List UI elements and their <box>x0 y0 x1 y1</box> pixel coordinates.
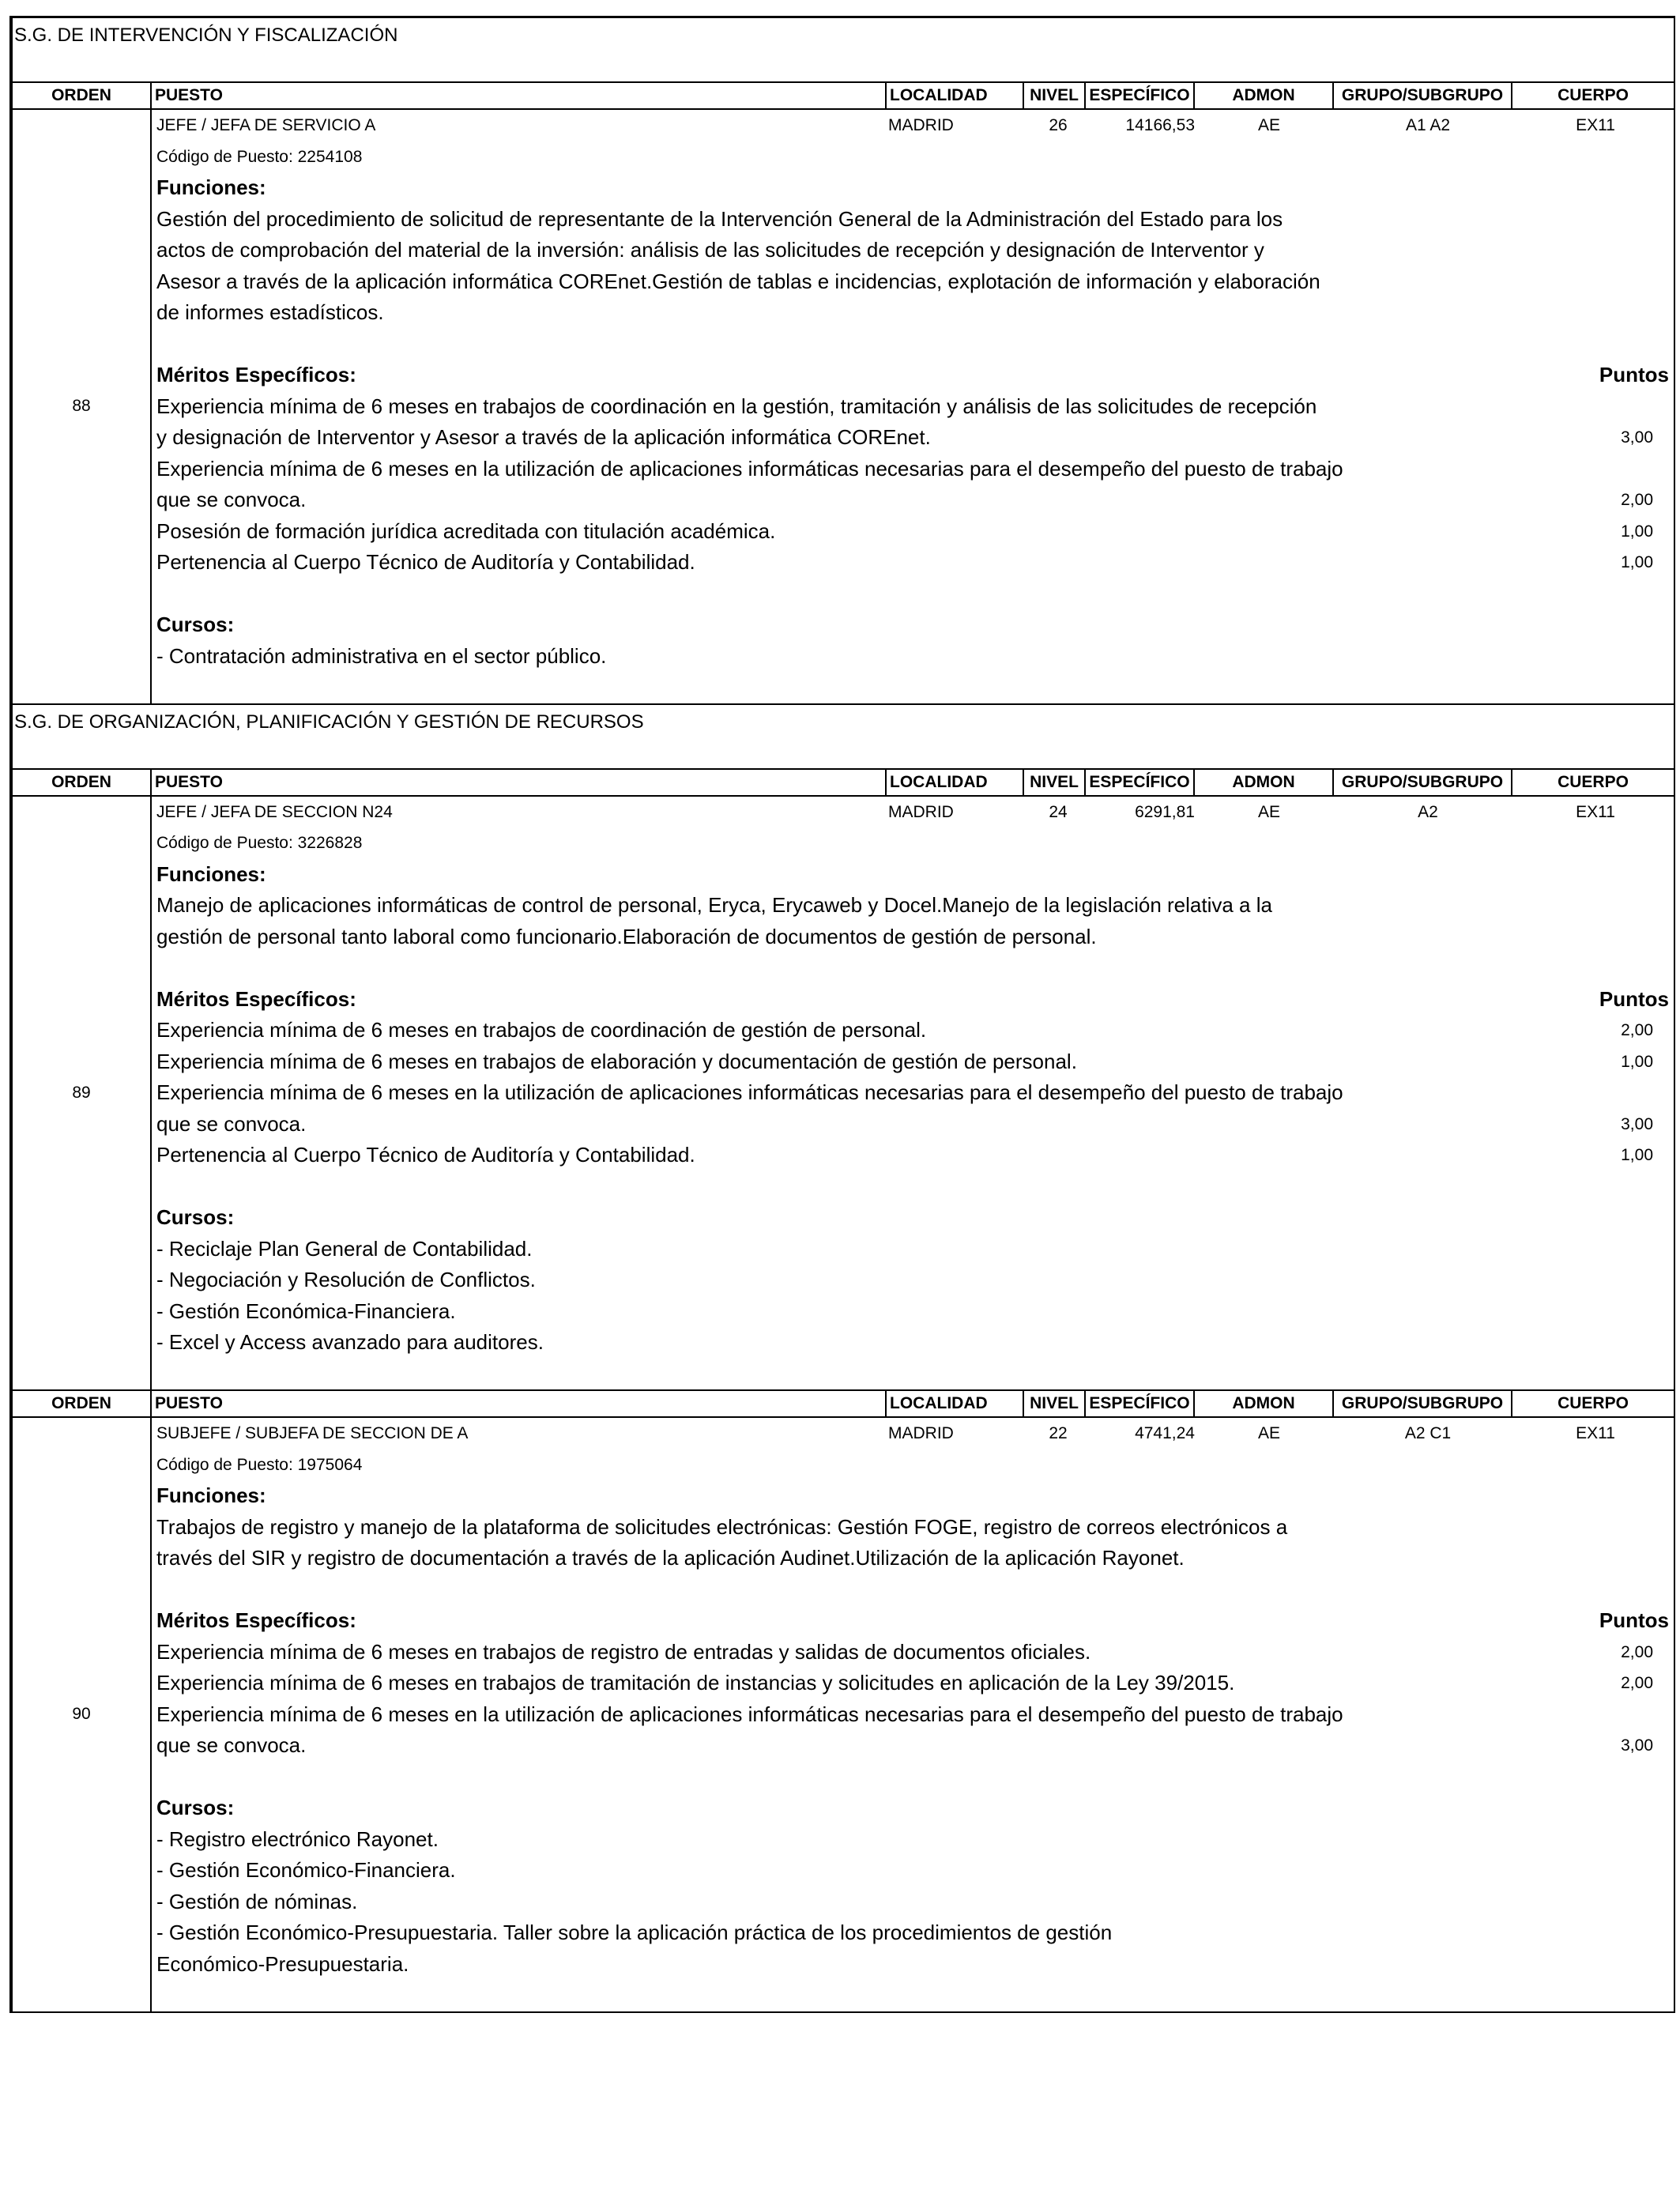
course-line: Económico-Presupuestaria. <box>156 1951 409 1976</box>
merits-header-row <box>156 1605 1674 1637</box>
courses-heading: Cursos: <box>156 613 235 636</box>
course-line: - Excel y Access avanzado para auditores. <box>156 1330 544 1354</box>
table-row <box>13 1418 1674 2013</box>
specific-amount: 6291,81 <box>1135 802 1195 821</box>
column-header-especifico: ESPECÍFICO <box>1086 83 1195 108</box>
position-title: JEFE / JEFA DE SECCION N24 <box>156 802 393 821</box>
merit-line <box>156 1730 1674 1762</box>
location: MADRID <box>888 116 954 134</box>
column-header-especifico: ESPECÍFICO <box>1086 1391 1195 1416</box>
column-header-orden: ORDEN <box>13 83 152 108</box>
position-code: Código de Puesto: 3226828 <box>156 834 363 852</box>
specific-amount: 4741,24 <box>1135 1424 1195 1442</box>
merit-text: Experiencia mínima de 6 meses en la utilización de aplicaciones informáticas necesarias para el desempeño del puesto de trabajo <box>156 1080 1343 1104</box>
merit-text: Pertenencia al Cuerpo Técnico de Auditoría y Contabilidad. <box>156 1143 695 1167</box>
column-header-puesto: PUESTO <box>152 83 887 108</box>
section-title: S.G. DE ORGANIZACIÓN, PLANIFICACIÓN Y GESTIÓN DE RECURSOS <box>13 705 1674 770</box>
level: 24 <box>1049 802 1068 821</box>
level: 26 <box>1049 116 1068 134</box>
table-row <box>13 797 1674 1392</box>
course-line: - Gestión Económica-Financiera. <box>156 1299 456 1323</box>
group-subgroup: A2 <box>1418 802 1438 821</box>
administration: AE <box>1257 1424 1280 1442</box>
merit-line <box>156 1668 1674 1699</box>
merit-points: 1,00 <box>1621 522 1653 541</box>
spacer <box>156 1359 1674 1390</box>
column-header-cuerpo: CUERPO <box>1558 1394 1629 1412</box>
orden-number: 88 <box>13 110 152 703</box>
column-header-cuerpo: CUERPO <box>1558 772 1629 791</box>
merit-text: Pertenencia al Cuerpo Técnico de Auditoría y Contabilidad. <box>156 550 695 574</box>
points-heading: Puntos <box>1599 363 1669 386</box>
functions-line: Manejo de aplicaciones informáticas de control de personal, Eryca, Erycaweb y Docel.Manejo de la legislación relativa a la <box>156 893 1272 917</box>
column-header-especifico: ESPECÍFICO <box>1086 770 1195 795</box>
functions-line: Asesor a través de la aplicación informática COREnet.Gestión de tablas e incidencias, explotación de información y elaboración <box>156 269 1320 293</box>
column-header-nivel: NIVEL <box>1024 1391 1086 1416</box>
column-header-grupo: GRUPO/SUBGRUPO <box>1334 83 1512 108</box>
merit-text: Experiencia mínima de 6 meses en trabajos de elaboración y documentación de gestión de personal. <box>156 1049 1077 1073</box>
merit-points: 2,00 <box>1621 1021 1653 1039</box>
merit-text: y designación de Interventor y Asesor a través de la aplicación informática COREnet. <box>156 425 931 449</box>
column-header-puesto: PUESTO <box>152 1391 887 1416</box>
merit-points: 3,00 <box>1621 428 1653 447</box>
courses-heading: Cursos: <box>156 1796 235 1819</box>
entry-body <box>152 797 1674 1390</box>
merits-heading: Méritos Específicos: <box>156 1608 356 1632</box>
points-heading: Puntos <box>1599 986 1669 1011</box>
column-header-cuerpo: CUERPO <box>1558 86 1629 104</box>
merit-line <box>156 1140 1674 1171</box>
column-header-orden: ORDEN <box>13 1391 152 1416</box>
entry-body <box>152 1418 1674 2011</box>
merit-line <box>156 1109 1674 1140</box>
merit-line <box>156 1077 1674 1109</box>
column-header-localidad: LOCALIDAD <box>887 770 1024 795</box>
spacer <box>156 1762 1674 1793</box>
merit-text: Experiencia mínima de 6 meses en la utilización de aplicaciones informáticas necesarias para el desempeño del puesto de trabajo <box>156 456 1343 481</box>
column-header-row <box>13 1391 1674 1418</box>
course-line: - Reciclaje Plan General de Contabilidad. <box>156 1236 533 1261</box>
position-code: Código de Puesto: 1975064 <box>156 1455 363 1474</box>
spacer <box>156 1171 1674 1203</box>
level: 22 <box>1049 1424 1068 1442</box>
spacer <box>156 329 1674 360</box>
corps: EX11 <box>1576 116 1615 134</box>
orden-number: 90 <box>13 1418 152 2011</box>
merit-points: 1,00 <box>1621 553 1653 571</box>
merit-line <box>156 391 1674 423</box>
position-title: SUBJEFE / SUBJEFA DE SECCION DE A <box>156 1424 469 1442</box>
merit-text: que se convoca. <box>156 1733 307 1757</box>
functions-line: actos de comprobación del material de la inversión: análisis de las solicitudes de recepción y designación de Interventor y <box>156 238 1264 262</box>
entry-summary-row <box>156 1418 1674 1449</box>
functions-heading: Funciones: <box>156 861 266 886</box>
corps: EX11 <box>1576 1424 1615 1442</box>
position-title: JEFE / JEFA DE SERVICIO A <box>156 116 376 134</box>
spacer <box>156 952 1674 984</box>
column-header-admon: ADMON <box>1195 770 1334 795</box>
functions-heading: Funciones: <box>156 1483 266 1507</box>
merit-line <box>156 454 1674 485</box>
course-line: - Registro electrónico Rayonet. <box>156 1826 439 1851</box>
location: MADRID <box>888 1424 954 1442</box>
course-line: - Gestión de nóminas. <box>156 1889 358 1913</box>
column-header-nivel: NIVEL <box>1024 83 1086 108</box>
document-table <box>9 16 1675 2013</box>
merit-text: Posesión de formación jurídica acreditada con titulación académica. <box>156 518 776 543</box>
location: MADRID <box>888 802 954 821</box>
courses-heading: Cursos: <box>156 1205 235 1229</box>
merit-line <box>156 484 1674 516</box>
column-header-orden: ORDEN <box>13 770 152 795</box>
column-header-nivel: NIVEL <box>1024 770 1086 795</box>
orden-number: 89 <box>13 797 152 1390</box>
merit-text: Experiencia mínima de 6 meses en trabajos de registro de entradas y salidas de documentos oficiales. <box>156 1639 1091 1664</box>
merit-line <box>156 1015 1674 1046</box>
functions-line: de informes estadísticos. <box>156 300 384 324</box>
merits-heading: Méritos Específicos: <box>156 363 356 386</box>
course-line: - Negociación y Resolución de Conflictos. <box>156 1268 536 1291</box>
functions-heading: Funciones: <box>156 175 266 199</box>
merit-points: 3,00 <box>1621 1736 1653 1755</box>
course-line: - Contratación administrativa en el sector público. <box>156 643 607 668</box>
column-header-grupo: GRUPO/SUBGRUPO <box>1334 770 1512 795</box>
corps: EX11 <box>1576 802 1615 821</box>
merit-line <box>156 516 1674 548</box>
merit-line <box>156 1637 1674 1668</box>
group-subgroup: A2 C1 <box>1404 1424 1452 1442</box>
spacer <box>156 579 1674 610</box>
merit-text: que se convoca. <box>156 488 307 511</box>
merit-points: 2,00 <box>1621 491 1653 509</box>
merit-line <box>156 1699 1674 1731</box>
administration: AE <box>1257 802 1280 821</box>
merit-text: que se convoca. <box>156 1111 307 1136</box>
merit-points: 1,00 <box>1621 1146 1653 1164</box>
merit-points: 2,00 <box>1621 1674 1653 1692</box>
column-header-localidad: LOCALIDAD <box>887 1391 1024 1416</box>
column-header-row <box>13 83 1674 110</box>
group-subgroup: A1 A2 <box>1405 116 1451 134</box>
merit-text: Experiencia mínima de 6 meses en trabajos de tramitación de instancias y solicitudes en aplicación de la Ley 39/2015. <box>156 1671 1235 1695</box>
table-row <box>13 110 1674 705</box>
merit-points: 3,00 <box>1621 1114 1653 1133</box>
column-header-grupo: GRUPO/SUBGRUPO <box>1334 1391 1512 1416</box>
merits-header-row <box>156 984 1674 1016</box>
merits-header-row <box>156 360 1674 391</box>
position-code: Código de Puesto: 2254108 <box>156 147 363 166</box>
specific-amount: 14166,53 <box>1125 116 1195 134</box>
spacer <box>156 1574 1674 1606</box>
entry-summary-row <box>156 797 1674 828</box>
spacer <box>156 672 1674 703</box>
column-header-puesto: PUESTO <box>152 770 887 795</box>
course-line: - Gestión Económico-Presupuestaria. Taller sobre la aplicación práctica de los procedimientos de gestión <box>156 1921 1113 1944</box>
column-header-row <box>13 770 1674 797</box>
merit-line <box>156 547 1674 579</box>
section-title: S.G. DE INTERVENCIÓN Y FISCALIZACIÓN <box>13 18 1674 83</box>
points-heading: Puntos <box>1599 1608 1669 1632</box>
merits-heading: Méritos Específicos: <box>156 986 356 1011</box>
merit-text: Experiencia mínima de 6 meses en la utilización de aplicaciones informáticas necesarias para el desempeño del puesto de trabajo <box>156 1702 1343 1726</box>
functions-line: gestión de personal tanto laboral como funcionario.Elaboración de documentos de gestión de personal. <box>156 924 1097 948</box>
column-header-admon: ADMON <box>1195 83 1334 108</box>
merit-line <box>156 422 1674 454</box>
merit-points: 2,00 <box>1621 1642 1653 1661</box>
functions-line: Trabajos de registro y manejo de la plataforma de solicitudes electrónicas: Gestión FOGE, registro de correos electrónicos a <box>156 1514 1288 1539</box>
functions-line: través del SIR y registro de documentación a través de la aplicación Audinet.Utilización de la aplicación Rayonet. <box>156 1546 1185 1570</box>
spacer <box>156 1980 1674 2011</box>
course-line: - Gestión Económico-Financiera. <box>156 1858 456 1882</box>
merit-points: 1,00 <box>1621 1052 1653 1071</box>
merit-line <box>156 1046 1674 1078</box>
functions-line: Gestión del procedimiento de solicitud de representante de la Intervención General de la Administración del Estado para los <box>156 206 1283 231</box>
administration: AE <box>1257 116 1280 134</box>
column-header-admon: ADMON <box>1195 1391 1334 1416</box>
merit-text: Experiencia mínima de 6 meses en trabajos de coordinación en la gestión, tramitación y análisis de las solicitudes de recepción <box>156 394 1317 418</box>
entry-summary-row <box>156 110 1674 141</box>
merit-text: Experiencia mínima de 6 meses en trabajos de coordinación de gestión de personal. <box>156 1018 927 1042</box>
column-header-localidad: LOCALIDAD <box>887 83 1024 108</box>
entry-body <box>152 110 1674 703</box>
